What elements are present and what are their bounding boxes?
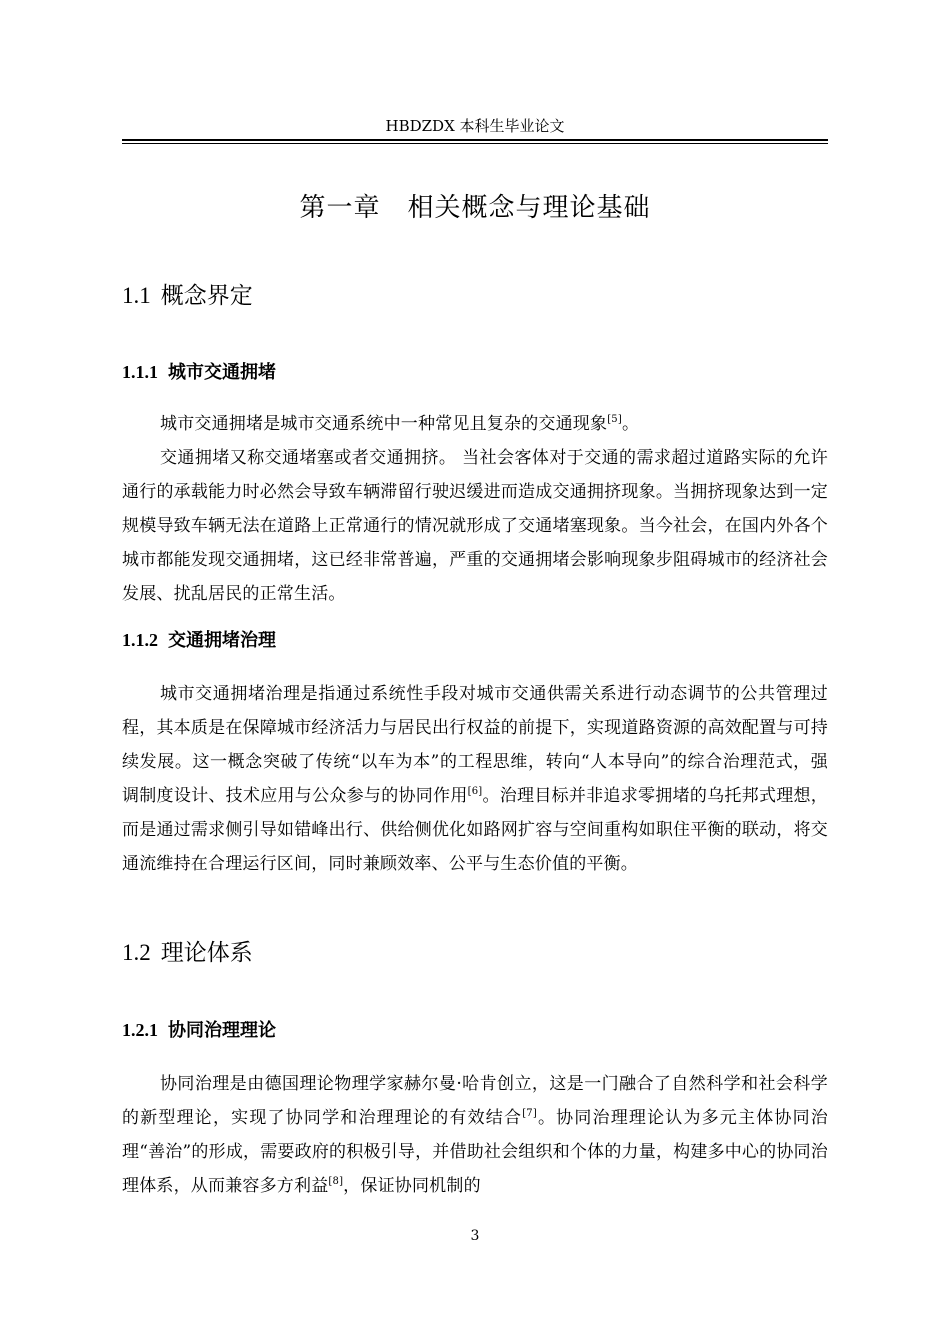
section-title: 概念界定 [160, 283, 253, 309]
subsection-heading-1-1-1 [122, 359, 276, 386]
paragraph-text: 。协同治理理论认为多元主体协同治理“善治”的形成，需要政府的积极引导，并借助社会组织和个体的力量，构建多中心的协同治理体系，从而兼容多方利益 [122, 1108, 828, 1196]
citation-ref: [8] [328, 1176, 344, 1187]
section-number: 1.2 [122, 940, 151, 965]
paragraph-congestion-definition: 交通拥堵又称交通堵塞或者交通拥挤。 当社会客体对于交通的需求超过道路实际的允许通行的承载能力时必然会导致车辆滞留行驶迟缓进而造成交通拥挤现象。当拥挤现象达到一定规模导致车辆无法在道路上正常通行的情况就形成了交通堵塞现象。当今社会，在国内外各个城市都能发现交通拥堵，这已经非常普遍，严重的交通拥堵会影响现象步阻碍城市的经济社会发展、扰乱居民的正常生活。 [122, 448, 828, 604]
subsection-title: 协同治理理论 [168, 1020, 276, 1041]
paragraph-text: 城市交通拥堵治理是指通过系统性手段对城市交通供需关系进行动态调节的公共管理过程，其本质是在保障城市经济活力与居民出行权益的前提下，实现道路资源的高效配置与可持续发展。这一概念突破了传统“以车为本”的工程思维，转向“人本导向”的综合治理范式，强调制度设计、技术应用与公众参与的协同作用 [122, 684, 828, 806]
paragraph-collaborative-governance [122, 1067, 828, 1203]
subsection-title: 城市交通拥堵 [168, 362, 276, 383]
section-heading-1-1 [122, 280, 253, 312]
paragraph-text-tail: 。 [621, 414, 640, 434]
page-number: 3 [470, 1228, 480, 1244]
running-header: HBDZDX 本科生毕业论文 [385, 117, 565, 135]
citation-ref: [5] [607, 414, 622, 425]
header-rule [122, 139, 828, 144]
subsection-heading-1-1-2 [122, 627, 276, 654]
subsection-number: 1.1.1 [122, 362, 158, 382]
paragraph-congestion-governance [122, 677, 828, 881]
paragraph-congestion-intro [122, 407, 828, 441]
section-heading-1-2 [122, 937, 253, 969]
subsection-number: 1.2.1 [122, 1020, 158, 1040]
section-number: 1.1 [122, 283, 151, 308]
paragraph-text: 。治理目标并非追求零拥堵的乌托邦式理想，而是通过需求侧引导如错峰出行、供给侧优化如路网扩容与空间重构如职住平衡的联动，将交通流维持在合理运行区间，同时兼顾效率、公平与生态价值的平衡。 [122, 786, 829, 874]
citation-ref: [7] [522, 1108, 537, 1119]
subsection-number: 1.1.2 [122, 630, 158, 650]
section-title: 理论体系 [160, 940, 253, 966]
chapter-title: 第一章 相关概念与理论基础 [299, 193, 651, 223]
citation-ref: [6] [467, 786, 483, 797]
paragraph-text: ，保证协同机制的 [343, 1176, 481, 1196]
subsection-title: 交通拥堵治理 [168, 630, 276, 651]
paragraph-text: 协同治理是由德国理论物理学家赫尔曼·哈肯创立，这是一门融合了自然科学和社会科学的新型理论，实现了协同学和治理理论的有效结合 [122, 1074, 828, 1128]
subsection-heading-1-2-1 [122, 1017, 276, 1044]
paragraph-text: 城市交通拥堵是城市交通系统中一种常见且复杂的交通现象 [160, 414, 608, 434]
